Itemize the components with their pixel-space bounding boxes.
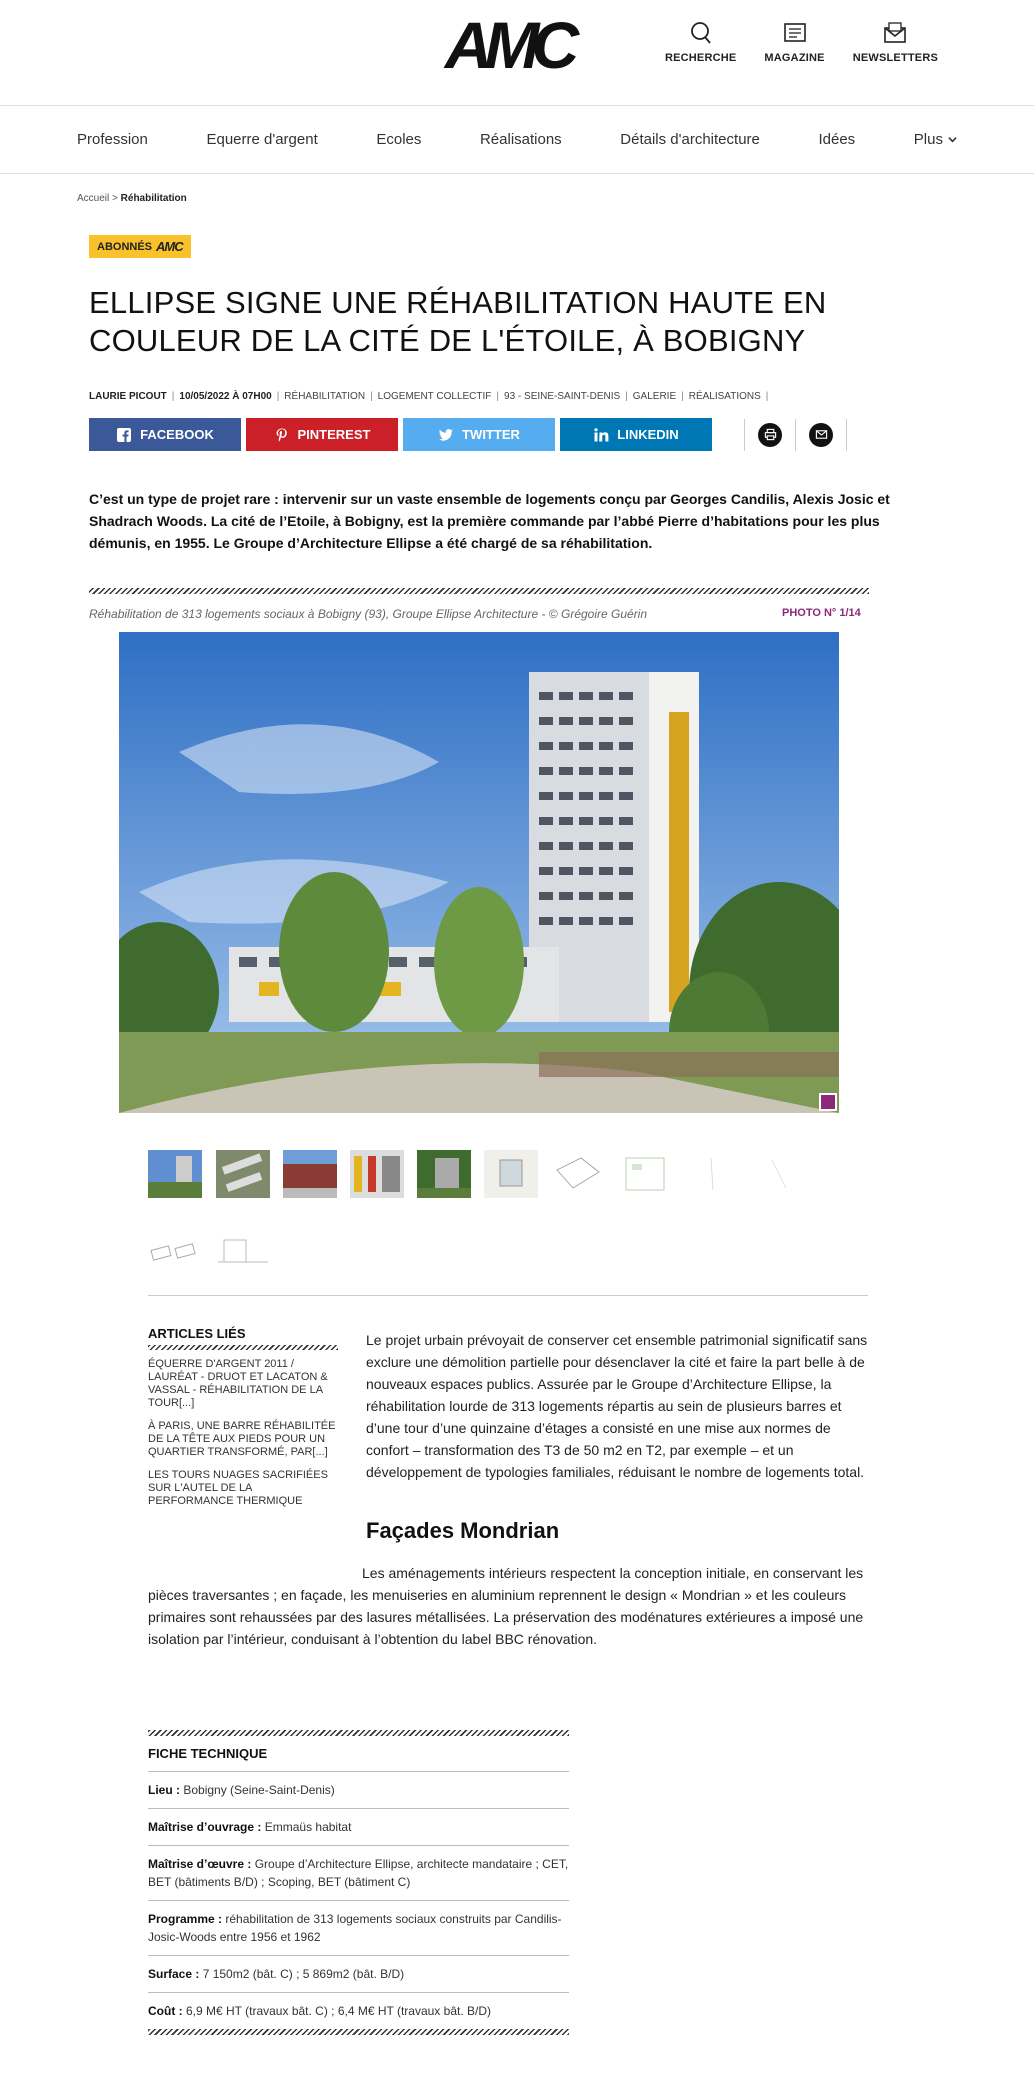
technical-sheet-row xyxy=(148,1993,569,2029)
search-button[interactable] xyxy=(665,20,736,64)
magazine-icon xyxy=(782,20,808,46)
photo-counter: PHOTO N° 1/14 xyxy=(782,607,861,619)
facade-thumbnail xyxy=(283,1150,337,1198)
amc-logo[interactable] xyxy=(420,14,596,76)
main-nav xyxy=(0,106,1034,174)
magazine-button[interactable] xyxy=(764,20,824,64)
technical-sheet-heading: FICHE TECHNIQUE xyxy=(148,1736,569,1772)
technical-sheet-row xyxy=(148,1846,569,1901)
row-label: Coût : xyxy=(148,2004,183,2018)
gallery-thumbnail[interactable] xyxy=(216,1226,270,1274)
newsletters-label: NEWSLETTERS xyxy=(852,52,938,64)
technical-sheet-row xyxy=(148,1901,569,1956)
pinterest-icon xyxy=(274,427,290,443)
article-title: ELLIPSE SIGNE UNE RÉHABILITATION HAUTE EN COULEUR DE LA CITÉ DE L'ÉTOILE, À BOBIGNY xyxy=(89,285,827,358)
tag-link[interactable]: RÉALISATIONS xyxy=(688,391,761,402)
publish-date: 10/05/2022 À 07H00 xyxy=(179,391,272,402)
body-paragraph: Les aménagements intérieurs respectent la conception initiale, en conservant les pièces traversantes ; en façade, les menuiseries en aluminium reprennent le design « Mondrian » et les couleurs primaires sont rehaussées par des lasures métallisées. La préservation des modénatures extérieures a imposé une isolation par l’intérieur, conduisant à l’obtention du label BBC rénovation. xyxy=(148,1565,864,1647)
building-photo xyxy=(119,632,839,1113)
technical-sheet-row xyxy=(148,1956,569,1993)
gallery-thumbnail[interactable] xyxy=(350,1150,404,1198)
svg-text:AMC: AMC xyxy=(444,14,572,76)
share-facebook-label: FACEBOOK xyxy=(140,427,214,442)
row-value: Bobigny (Seine-Saint-Denis) xyxy=(183,1783,335,1797)
technical-sheet-row xyxy=(148,1809,569,1846)
related-article-link[interactable]: ÉQUERRE D'ARGENT 2011 / LAURÉAT - DRUOT ET LACATON & VASSAL - RÉHABILITATION DE LA TOUR[...] xyxy=(148,1358,328,1409)
breadcrumb xyxy=(77,193,187,204)
newsletter-icon xyxy=(882,20,908,46)
breadcrumb-current: Réhabilitation xyxy=(120,193,187,204)
gallery-thumbnail[interactable] xyxy=(484,1150,538,1198)
nav-item-plus[interactable] xyxy=(914,131,957,148)
share-pinterest-label: PINTEREST xyxy=(297,427,371,442)
divider xyxy=(846,419,847,451)
technical-sheet-row xyxy=(148,1772,569,1809)
drawing-thumbnail xyxy=(685,1150,739,1198)
gallery-thumbnail[interactable] xyxy=(685,1150,739,1198)
share-linkedin-button[interactable] xyxy=(560,418,712,451)
facebook-icon xyxy=(116,427,132,443)
hatch-divider xyxy=(148,2029,569,2035)
subscribers-badge xyxy=(89,235,191,258)
row-label: Lieu : xyxy=(148,1783,180,1797)
email-share-button[interactable] xyxy=(809,423,833,447)
gallery-thumbnail[interactable] xyxy=(551,1150,605,1198)
chevron-down-icon xyxy=(948,135,957,144)
nav-item-equerre-argent[interactable]: Equerre d'argent xyxy=(206,131,318,148)
breadcrumb-home[interactable]: Accueil xyxy=(77,193,110,204)
share-bar xyxy=(89,418,860,451)
nav-item-details-architecture[interactable]: Détails d'architecture xyxy=(620,131,760,148)
row-label: Maîtrise d’ouvrage : xyxy=(148,1820,262,1834)
interior-thumbnail xyxy=(484,1150,538,1198)
row-label: Programme : xyxy=(148,1912,223,1926)
section-heading: Façades Mondrian xyxy=(366,1518,560,1543)
nav-item-realisations[interactable]: Réalisations xyxy=(479,131,562,148)
gallery-thumbnail[interactable] xyxy=(148,1226,202,1274)
tag-link[interactable]: LOGEMENT COLLECTIF xyxy=(377,391,492,402)
site-header xyxy=(0,0,1034,106)
photo-caption: Réhabilitation de 313 logements sociaux à Bobigny (93), Groupe Ellipse Architecture - © Grégoire Guérin xyxy=(89,607,648,621)
row-value: Groupe d’Architecture Ellipse, architecte mandataire ; CET, BET (bâtiments B/D) ; Scoping, BET (bâtiment C) xyxy=(148,1857,569,1889)
gallery-thumbnail[interactable] xyxy=(417,1150,471,1198)
share-twitter-label: TWITTER xyxy=(462,427,520,442)
expand-icon[interactable] xyxy=(819,1093,837,1111)
newsletters-button[interactable] xyxy=(853,20,938,64)
gallery-thumbnail[interactable] xyxy=(148,1150,202,1198)
drawing-thumbnail xyxy=(752,1150,806,1198)
twitter-icon xyxy=(438,427,454,443)
plan-thumbnail xyxy=(551,1150,605,1198)
article-meta: LAURIE PICOUT | 10/05/2022 À 07H00 | RÉHABILITATION | LOGEMENT COLLECTIF | 93 - SEINE-SAINT-DENIS | GALERIE | RÉALISATIONS | xyxy=(89,391,769,402)
building-thumbnail xyxy=(148,1150,202,1198)
row-value: réhabilitation de 313 logements sociaux construits par Candilis-Josic-Woods entre 1956 et 1962 xyxy=(148,1912,562,1944)
nav-plus-label: Plus xyxy=(913,131,943,148)
badge-text: ABONNÉS xyxy=(97,240,153,253)
nav-item-idees[interactable]: Idées xyxy=(818,131,856,148)
share-facebook-button[interactable] xyxy=(89,418,241,451)
tag-link[interactable]: 93 - SEINE-SAINT-DENIS xyxy=(504,391,621,402)
gallery-thumbnail[interactable] xyxy=(216,1150,270,1198)
courtyard-thumbnail xyxy=(417,1150,471,1198)
tag-link[interactable]: RÉHABILITATION xyxy=(284,391,366,402)
row-value: 6,9 M€ HT (travaux bât. C) ; 6,4 M€ HT (travaux bât. B/D) xyxy=(186,2004,491,2018)
row-value: Emmaüs habitat xyxy=(264,1820,352,1834)
divider xyxy=(795,419,796,451)
hatch-divider xyxy=(89,588,869,594)
nav-item-profession[interactable]: Profession xyxy=(77,131,148,148)
site-plan-thumbnail xyxy=(618,1150,672,1198)
magazine-label: MAGAZINE xyxy=(764,52,825,64)
gallery-thumbnail[interactable] xyxy=(618,1150,672,1198)
print-icon xyxy=(764,428,777,441)
technical-sheet xyxy=(148,1730,569,2035)
divider xyxy=(744,419,745,451)
row-label: Surface : xyxy=(148,1967,200,1981)
search-icon xyxy=(688,20,714,46)
body-paragraph: Le projet urbain prévoyait de conserver cet ensemble patrimonial significatif sans exclure une démolition partielle pour désenclaver la cité et faire la part belle à de nouveaux espaces publics. Assurée par le Groupe d’Architecture Ellipse, la réhabilitation lourde de 313 logements répartis au sein de plusieurs barres et d’une tour d’une quinzaine d’étages a consisté en une mise aux normes de confort – transformation des T3 de 50 m2 en T2, par exemple – et un développement de typologies familiales, réduisant le nombre de logements total. xyxy=(366,1332,868,1480)
tag-link[interactable]: GALERIE xyxy=(632,391,677,402)
search-label: RECHERCHE xyxy=(664,52,737,64)
main-photo[interactable] xyxy=(119,632,839,1113)
linkedin-icon xyxy=(593,427,609,443)
divider xyxy=(148,1295,868,1296)
share-linkedin-label: LINKEDIN xyxy=(617,427,679,442)
mail-icon xyxy=(815,428,828,441)
related-articles xyxy=(148,1326,338,1518)
related-article-link[interactable]: LES TOURS NUAGES SACRIFIÉES SUR L'AUTEL DE LA PERFORMANCE THERMIQUE xyxy=(148,1469,328,1507)
gallery-thumbnail[interactable] xyxy=(283,1150,337,1198)
aerial-thumbnail xyxy=(216,1150,270,1198)
badge-logo: AMC xyxy=(156,239,183,254)
nav-item-ecoles[interactable]: Ecoles xyxy=(376,131,422,148)
related-article-link[interactable]: À PARIS, UNE BARRE RÉHABILITÉE DE LA TÊTE AUX PIEDS POUR UN QUARTIER TRANSFORMÉ, PAR[...] xyxy=(148,1420,336,1458)
author[interactable]: LAURIE PICOUT xyxy=(89,391,167,402)
gallery-thumbnail[interactable] xyxy=(752,1150,806,1198)
share-twitter-button[interactable] xyxy=(403,418,555,451)
section-thumbnail xyxy=(148,1226,202,1274)
share-pinterest-button[interactable] xyxy=(246,418,398,451)
print-button[interactable] xyxy=(758,423,782,447)
facade-detail-thumbnail xyxy=(350,1150,404,1198)
article-lead: C’est un type de projet rare : intervenir sur un vaste ensemble de logements conçu par Georges Candilis, Alexis Josic et Shadrach Woods. La cité de l’Etoile, à Bobigny, est la première commande par l’abbé Pierre d’habitations pour les plus démunis, en 1955. Le Groupe d’Architecture Ellipse a été chargé de sa réhabilitation. xyxy=(89,491,890,551)
row-label: Maîtrise d’œuvre : xyxy=(148,1857,252,1871)
row-value: 7 150m2 (bât. C) ; 5 869m2 (bât. B/D) xyxy=(202,1967,405,1981)
hatch-divider xyxy=(148,1345,338,1350)
breadcrumb-separator: > xyxy=(112,193,118,204)
related-heading: ARTICLES LIÉS xyxy=(148,1326,246,1341)
elevation-thumbnail xyxy=(216,1226,270,1274)
